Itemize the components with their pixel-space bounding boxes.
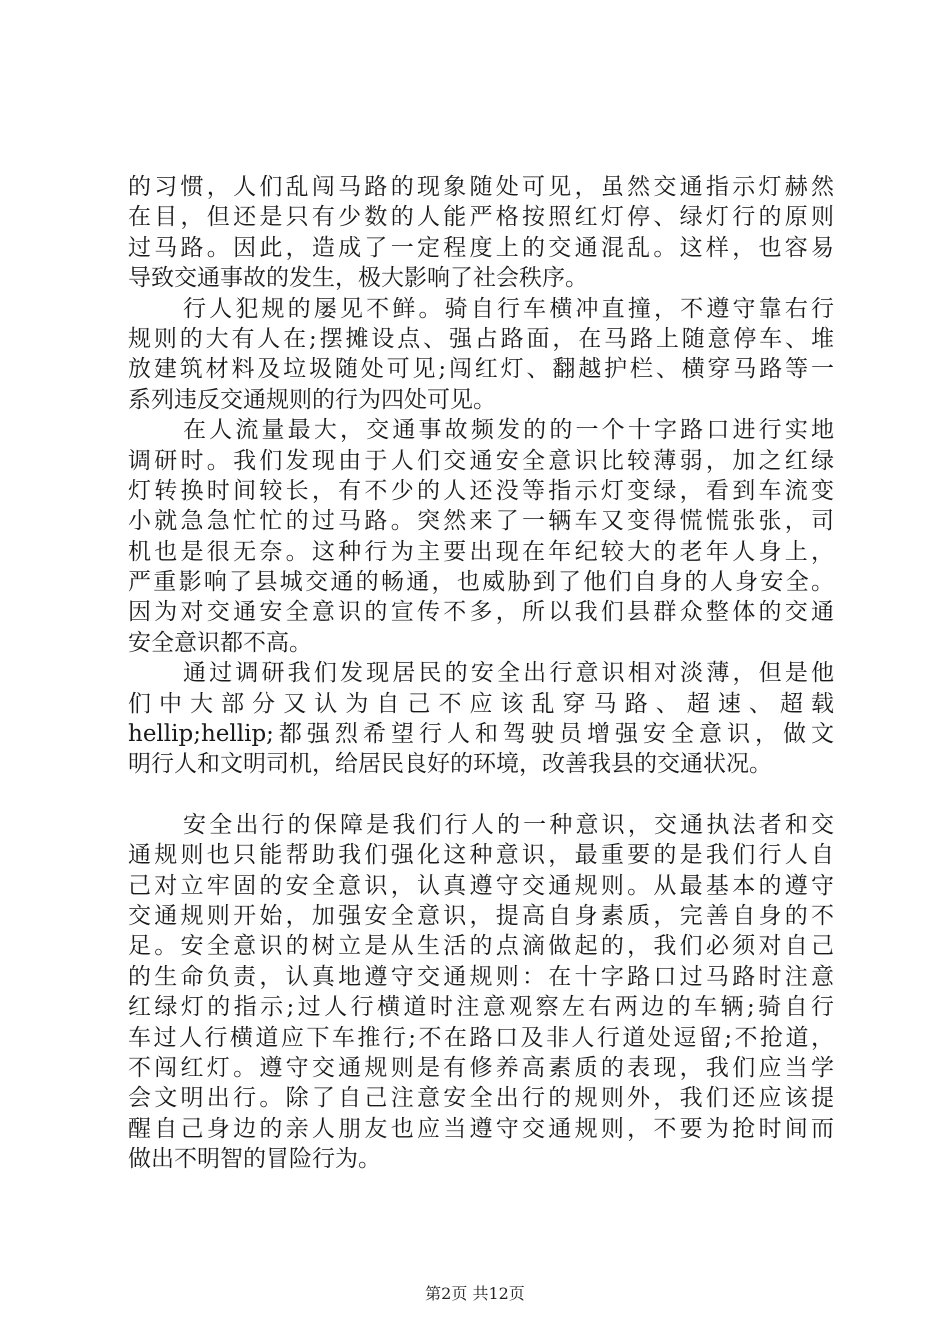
paragraph-gap [128,780,834,810]
text-line: 放建筑材料及垃圾随处可见;闯红灯、翻越护栏、横穿马路等一 [128,356,834,383]
text-line: 己对立牢固的安全意识，认真遵守交通规则。从最基本的遵守 [128,872,834,899]
text-line: 因为对交通安全意识的宣传不多，所以我们县群众整体的交通 [128,599,834,626]
text-line: 严重影响了县城交通的畅通，也威胁到了他们自身的人身安全。 [128,569,834,596]
text-line: 通过调研我们发现居民的安全出行意识相对淡薄，但是他 [183,660,834,687]
paragraph [128,294,834,416]
text-line: 机也是很无奈。这种行为主要出现在年纪较大的老年人身上， [128,538,834,565]
text-line: 足。安全意识的树立是从生活的点滴做起的，我们必须对自己 [128,933,834,960]
text-line: 红绿灯的指示;过人行横道时注意观察左右两边的车辆;骑自行 [128,994,834,1021]
text-line: hellip;hellip;都强烈希望行人和驾驶员增强安全意识，做文 [128,721,834,748]
text-line: 通规则也只能帮助我们强化这种意识，最重要的是我们行人自 [128,842,834,869]
text-line: 车过人行横道应下车推行;不在路口及非人行道处逗留;不抢道， [128,1024,834,1051]
paragraph [128,658,834,780]
text-line: 明行人和文明司机，给居民良好的环境，改善我县的交通状况。 [128,751,772,778]
paragraph [128,172,834,294]
text-line: 交通规则开始，加强安全意识，提高自身素质，完善自身的不 [128,902,834,929]
text-line: 在人流量最大，交通事故频发的的一个十字路口进行实地 [183,417,834,444]
text-line: 安全出行的保障是我们行人的一种意识，交通执法者和交 [183,811,834,838]
page-number-footer: 第2页 共12页 [425,1284,525,1303]
text-line: 行人犯规的屡见不鲜。骑自行车横冲直撞，不遵守靠右行 [183,295,834,322]
text-line: 规则的大有人在;摆摊设点、强占路面，在马路上随意停车、堆 [128,325,834,352]
text-line: 调研时。我们发现由于人们交通安全意识比较薄弱，加之红绿 [128,447,834,474]
text-line: 的习惯，人们乱闯马路的现象随处可见，虽然交通指示灯赫然 [128,174,834,200]
paragraph [128,415,834,658]
text-line: 过马路。因此，造成了一定程度上的交通混乱。这样，也容易 [128,234,834,261]
text-line: 醒自己身边的亲人朋友也应当遵守交通规则，不要为抢时间而 [128,1115,834,1142]
document-body [128,172,834,1175]
text-line: 的生命负责，认真地遵守交通规则：在十字路口过马路时注意 [128,963,834,990]
text-line: 安全意识都不高。 [128,629,312,656]
text-line: 小就急急忙忙的过马路。突然来了一辆车又变得慌慌张张，司 [128,508,834,535]
text-line: 们中大部分又认为自己不应该乱穿马路、超速、超载 [128,690,834,717]
text-line: 导致交通事故的发生，极大影响了社会秩序。 [128,265,588,292]
text-line: 在目，但还是只有少数的人能严格按照红灯停、绿灯行的原则 [128,204,834,231]
text-line: 不闯红灯。遵守交通规则是有修养高素质的表现，我们应当学 [128,1054,834,1081]
paragraph [128,810,834,1175]
text-line: 做出不明智的冒险行为。 [128,1146,381,1173]
text-line: 灯转换时间较长，有不少的人还没等指示灯变绿，看到车流变 [128,477,834,504]
text-line: 会文明出行。除了自己注意安全出行的规则外，我们还应该提 [128,1085,834,1112]
text-line: 系列违反交通规则的行为四处可见。 [128,386,496,413]
